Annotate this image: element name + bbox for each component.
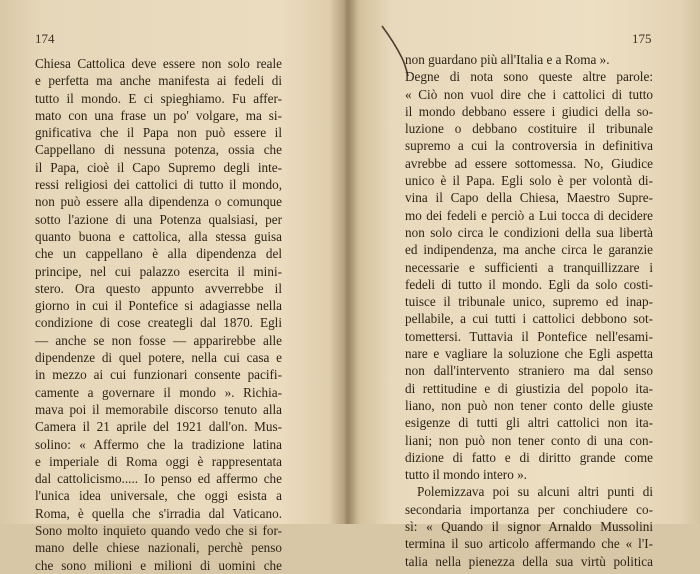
text-line: solino: « Affermo che la tradizione latina <box>35 436 282 452</box>
text-line: non solo circa le condizioni della sua libertà <box>405 224 653 240</box>
text-line: avrebbe ad essere sottomessa. No, Giudice <box>405 155 653 171</box>
text-line: quanto buona e cattolica, alla stessa guisa <box>35 228 282 244</box>
text-line: — anche se non fosse — apparirebbe alle <box>35 332 282 348</box>
text-line: termina il suo articolo affermando che « l'I- <box>405 536 653 552</box>
text-line: liano, non può non tener conto delle giuste <box>405 397 653 413</box>
text-line: non può essere alla dipendenza o comunque <box>35 194 282 210</box>
text-line: unico è il Papa. Egli solo è per volontà di- <box>405 173 653 189</box>
text-line: mano delle chiese nazionali, perchè penso <box>35 540 282 556</box>
text-line: che un cappellano è alla dipendenza del <box>35 246 282 262</box>
text-line: « Ciò non vuol dire che i cattolici di tutto <box>405 86 653 102</box>
text-line: ed indipendenza, ma anche circa le garanzie <box>405 242 653 258</box>
text-line: sotto l'azione di una Potenza qualsiasi, per <box>35 211 282 227</box>
text-line: fedeli di tutto il mondo. Egli da solo costi- <box>405 276 653 292</box>
text-line: vina il Capo della Chiesa, Maestro Supre- <box>405 190 653 206</box>
text-line: tutto il mondo. E ci spieghiamo. Fu affer- <box>35 90 282 106</box>
text-line: il Papa, cioè il Capo Supremo degli inte- <box>35 159 282 175</box>
text-line: supremo a cui la controversia in definitiva <box>405 138 653 154</box>
text-line: pellabile, a cui tutti i cattolici debbono sot- <box>405 311 653 327</box>
text-line: liani; non può non tener conto di una con- <box>405 432 653 448</box>
right-page-text <box>405 51 653 570</box>
text-line: Camera il 21 aprile del 1921 dall'on. Mus- <box>35 419 282 435</box>
text-line: dizione di fatto e di diritto grande come <box>405 449 653 465</box>
text-line: di rettitudine e di giustizia del popolo ita- <box>405 380 653 396</box>
text-line: il mondo debbano essere i giudici della so- <box>405 103 653 119</box>
text-line: tomettersi. Tuttavia il Pontefice nell'esami- <box>405 328 653 344</box>
text-line: esigenze di tutti gli altri cattolici non ita- <box>405 415 653 431</box>
text-line: tutto il mondo intero ». <box>405 467 527 483</box>
text-line: camente a governare il mondo ». Richia- <box>35 384 282 400</box>
text-line: Sono molto inquieto quando vedo che si for- <box>35 523 282 539</box>
text-line: mo dei fedeli e perciò a Lui tocca di decidere <box>405 207 653 223</box>
text-line: principe, nel cui palazzo esercita il mini- <box>35 263 282 279</box>
text-line: e imperiale di Roma oggi è rappresentata <box>35 453 282 469</box>
text-line: secondaria importanza per conchiudere co- <box>405 501 653 517</box>
text-line: dipendenze di quel potere, nella cui casa e <box>35 350 282 366</box>
text-line: tuisce il tribunale unico, supremo ed inap- <box>405 294 653 310</box>
text-line: in mezzo ai cui funzionari consente pacifi- <box>35 367 282 383</box>
left-page <box>0 0 340 573</box>
text-line: Degne di nota sono queste altre parole: <box>405 69 653 85</box>
text-line: Roma, è quella che s'irradia dal Vaticano. <box>35 505 282 521</box>
text-line: ressi religiosi dei cattolici di tutto il mondo, <box>35 177 282 193</box>
text-line: dal cattolicismo..... Io penso ed affermo che <box>35 471 282 487</box>
text-line: mato con una frase un po' volgare, ma si- <box>35 107 282 123</box>
left-page-text <box>35 55 282 574</box>
text-line: gnificativa che il Papa non può essere il <box>35 125 282 141</box>
text-line: non guardano più all'Italia e a Roma ». <box>405 52 610 67</box>
text-line: stero. Ora questo appunto avverrebbe il <box>35 280 282 296</box>
text-line: Cappellano di nessuna potenza, ossia che <box>35 142 282 158</box>
text-line: Polemizzava poi su alcuni altri punti di <box>417 484 653 500</box>
text-line: Chiesa Cattolica deve essere non solo reale <box>35 56 282 71</box>
text-line: che sono milioni e milioni di uomini che <box>35 557 282 573</box>
text-line: talia nella pienezza della sua virtù politica <box>405 553 653 569</box>
text-line: nare e vagliare la soluzione che Egli aspetta <box>405 346 653 362</box>
text-line: condizione di cose creategli dal 1870. Egli <box>35 315 282 331</box>
text-line: e perfetta ma anche manifesta ai fedeli di <box>35 73 282 89</box>
text-line: mava poi il memorabile discorso tenuto alla <box>35 401 282 417</box>
text-line: necessarie e sufficienti a tranquillizzare i <box>405 259 653 275</box>
page-number-left: 174 <box>35 31 55 46</box>
text-line: l'unica idea universale, che oggi esista a <box>35 488 282 504</box>
text-line: non dall'intervento straniero ma dal senso <box>405 363 653 379</box>
page-number-right: 175 <box>632 31 652 46</box>
text-line: giorno in cui il Pontefice si adagiasse nella <box>35 298 282 314</box>
text-line: luzione o debbano costituire il tribunale <box>405 121 653 137</box>
text-line: sì: « Quando il signor Arnaldo Mussolini <box>405 519 653 535</box>
